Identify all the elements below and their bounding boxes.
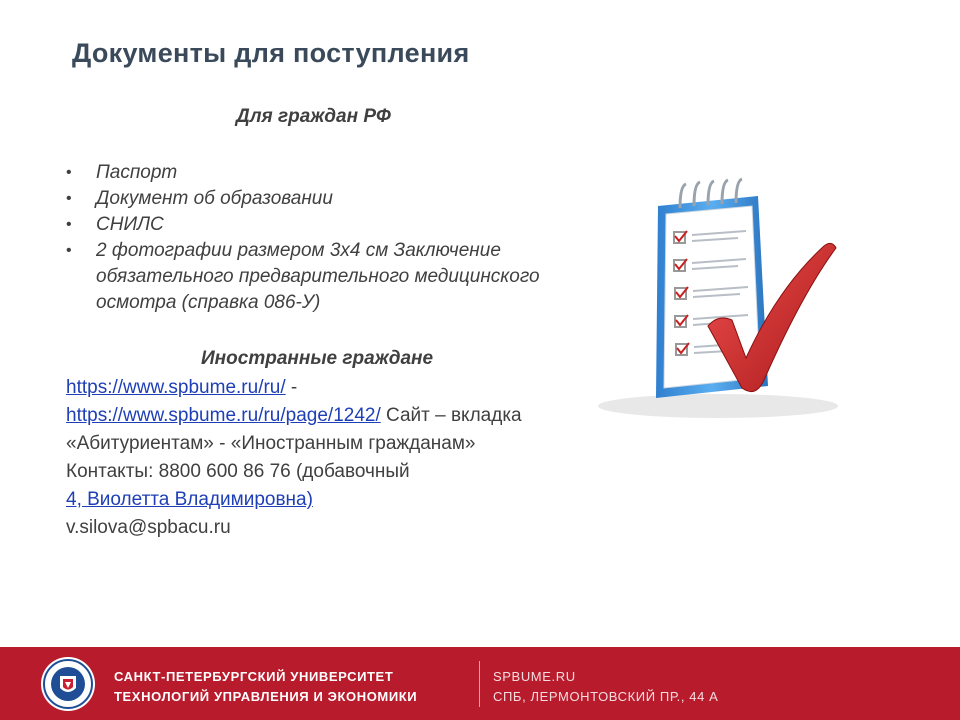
foreign-page-link[interactable]: https://www.spbume.ru/ru/page/1242/: [66, 405, 381, 426]
contacts-text: Контакты: 8800 600 86 76 (добавочный: [66, 461, 410, 482]
university-name: [114, 667, 417, 707]
list-item: • 2 фотографии размером 3х4 см Заключение обязательного предварительного медицинского осмотра (справка 086-У): [66, 238, 566, 316]
footer-bar: [0, 647, 960, 720]
foreign-section-body: [66, 374, 566, 542]
university-name-line1: САНКТ-ПЕТЕРБУРГСКИЙ УНИВЕРСИТЕТ: [114, 669, 394, 684]
university-seal-icon: [40, 656, 96, 712]
rf-section-heading: Для граждан РФ: [236, 106, 391, 127]
list-item: • СНИЛС: [66, 212, 566, 238]
contact-email: v.silova@spbacu.ru: [66, 517, 231, 538]
slide-title: Документы для поступления: [72, 38, 470, 68]
foreign-section-heading: Иностранные граждане: [201, 348, 434, 369]
footer-divider: [479, 661, 480, 707]
spbume-link[interactable]: https://www.spbume.ru/ru/: [66, 377, 286, 398]
footer-address: СПБ, ЛЕРМОНТОВСКИЙ ПР., 44 А: [493, 689, 719, 704]
university-name-line2: ТЕХНОЛОГИЙ УПРАВЛЕНИЯ И ЭКОНОМИКИ: [114, 689, 418, 704]
footer-contact: [493, 667, 718, 707]
checklist-clipboard-illustration: [568, 148, 890, 460]
rf-documents-list: [66, 160, 566, 316]
site-tab-text: Сайт – вкладка «Абитуриентам» - «Иностранным гражданам»: [66, 405, 522, 454]
list-item: • Паспорт: [66, 160, 566, 186]
link-separator: -: [285, 377, 298, 398]
contact-person-link[interactable]: 4, Виолетта Владимировна): [66, 489, 313, 510]
list-item: • Документ об образовании: [66, 186, 566, 212]
footer-site: SPBUME.RU: [493, 669, 576, 684]
